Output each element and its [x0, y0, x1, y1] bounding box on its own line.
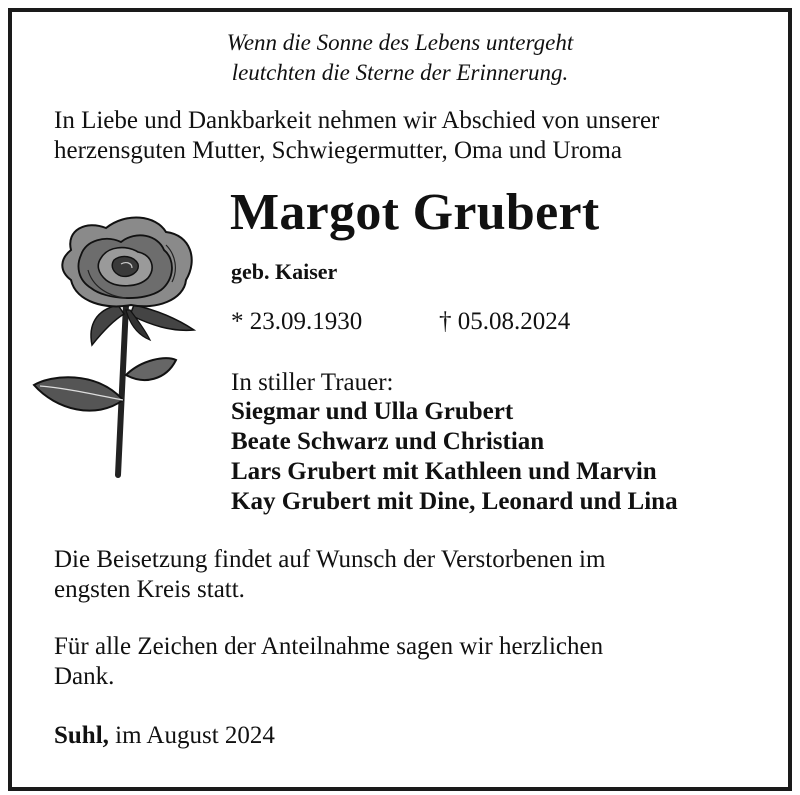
- birth-date: * 23.09.1930: [231, 308, 363, 335]
- intro-text: [54, 106, 659, 166]
- burial-notice-line-1: Die Beisetzung findet auf Wunsch der Verstorbenen im: [54, 546, 606, 573]
- mourner-line: Beate Schwarz und Christian: [231, 428, 545, 455]
- death-date: † 05.08.2024: [439, 308, 571, 335]
- thanks-line-2: Dank.: [54, 663, 115, 690]
- mourner-line: Siegmar und Ulla Grubert: [231, 398, 514, 425]
- thanks-line-1: Für alle Zeichen der Anteilnahme sagen wir herzlichen: [54, 633, 604, 660]
- place: Suhl,: [54, 722, 109, 749]
- maiden-name: geb. Kaiser: [231, 259, 338, 284]
- mourners-intro: In stiller Trauer:: [231, 369, 394, 396]
- intro-line-2: herzensguten Mutter, Schwiegermutter, Oma und Uroma: [54, 137, 622, 164]
- burial-notice: [54, 545, 605, 605]
- mourners-list: [231, 397, 678, 517]
- motto-line-2: leutchten die Sterne der Erinnerung.: [231, 60, 569, 85]
- intro-line-1: In Liebe und Dankbarkeit nehmen wir Abschied von unserer: [54, 107, 660, 134]
- deceased-name: Margot Grubert: [230, 184, 600, 241]
- thanks-text: [54, 632, 603, 692]
- mourner-line: Lars Grubert mit Kathleen und Marvin: [231, 458, 657, 485]
- motto-line-1: Wenn die Sonne des Lebens untergeht: [226, 30, 574, 55]
- rose-icon: [26, 210, 206, 485]
- burial-notice-line-2: engsten Kreis statt.: [54, 576, 245, 603]
- place-date: [54, 722, 275, 750]
- motto: [12, 28, 788, 88]
- date: im August 2024: [115, 722, 275, 749]
- mourner-line: Kay Grubert mit Dine, Leonard und Lina: [231, 488, 678, 515]
